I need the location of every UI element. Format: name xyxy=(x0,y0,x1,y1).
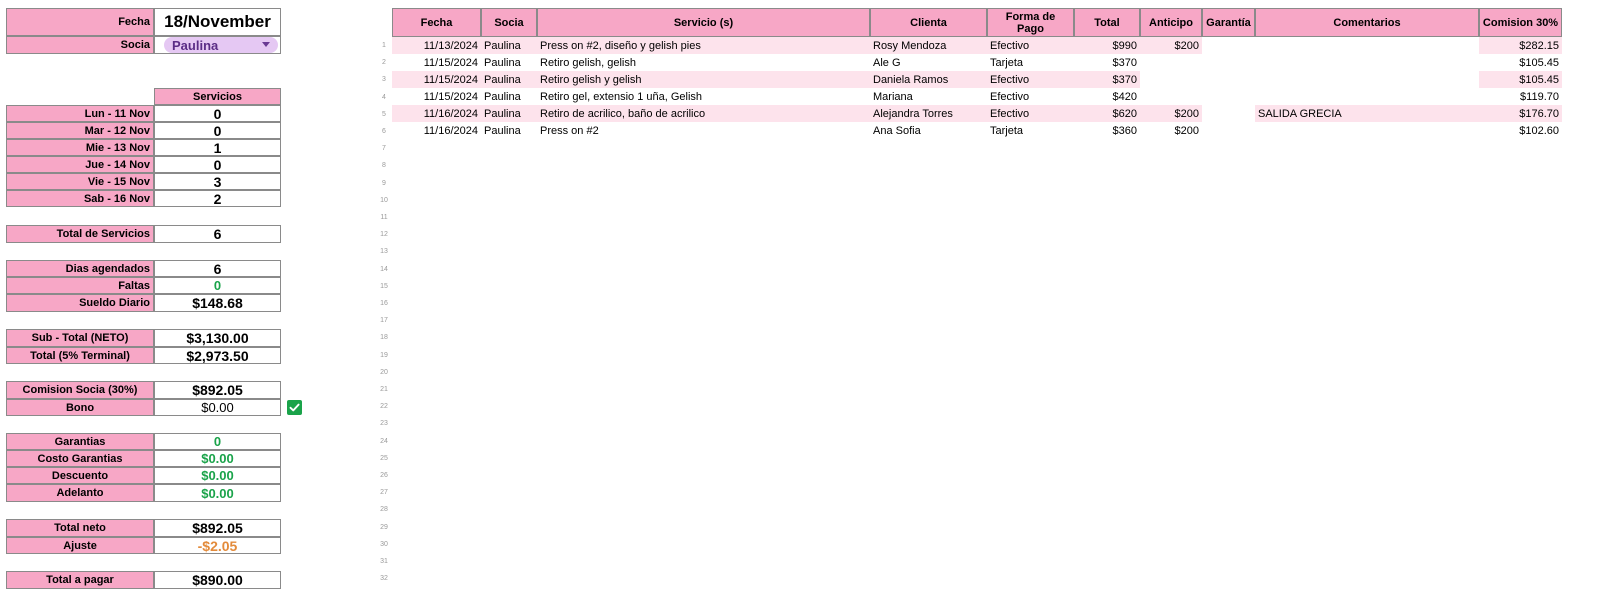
table-row[interactable] xyxy=(392,88,1562,105)
descuento-value[interactable]: $0.00 xyxy=(154,467,281,484)
cell-total[interactable]: $360 xyxy=(1112,124,1137,137)
row-number: 19 xyxy=(380,351,388,359)
sueldo-diario-value[interactable]: $148.68 xyxy=(154,294,281,312)
costo-garantias-label: Costo Garantias xyxy=(6,450,154,467)
row-number: 18 xyxy=(380,334,388,342)
column-header-fecha[interactable]: Fecha xyxy=(392,8,481,37)
checkmark-icon xyxy=(288,401,301,414)
cell-servicio[interactable]: Retiro gel, extensio 1 uña, Gelish xyxy=(540,90,703,103)
cell-pago[interactable]: Tarjeta xyxy=(990,56,1024,69)
cell-total[interactable]: $370 xyxy=(1074,71,1140,88)
column-header-anticipo[interactable]: Anticipo xyxy=(1140,8,1202,37)
row-number: 7 xyxy=(382,145,386,153)
cell-pago[interactable]: Efectivo xyxy=(987,105,1074,122)
ajuste-value[interactable]: -$2.05 xyxy=(154,537,281,554)
row-number: 23 xyxy=(380,420,388,428)
row-number: 25 xyxy=(380,454,388,462)
cell-total[interactable]: $620 xyxy=(1074,105,1140,122)
descuento-label: Descuento xyxy=(6,467,154,484)
day-label: Vie - 15 Nov xyxy=(6,173,154,190)
table-row[interactable] xyxy=(392,54,1562,71)
socia-dropdown[interactable] xyxy=(164,37,278,53)
row-number: 14 xyxy=(380,265,388,273)
cell-fecha[interactable]: 11/13/2024 xyxy=(392,37,481,54)
day-count[interactable]: 2 xyxy=(154,190,281,207)
total-a-pagar-value[interactable]: $890.00 xyxy=(154,571,281,589)
cell-socia[interactable]: Paulina xyxy=(484,90,521,103)
cell-servicio[interactable]: Press on #2 xyxy=(540,124,599,137)
cell-fecha[interactable]: 11/16/2024 xyxy=(392,105,481,122)
day-label: Sab - 16 Nov xyxy=(6,190,154,207)
cell-servicio[interactable]: Retiro gelish y gelish xyxy=(537,71,870,88)
day-count[interactable]: 1 xyxy=(154,139,281,156)
cell-fecha[interactable]: 11/15/2024 xyxy=(392,71,481,88)
cell-total[interactable]: $370 xyxy=(1112,56,1137,69)
cell-servicio[interactable]: Retiro de acrilico, baño de acrilico xyxy=(537,105,870,122)
day-count[interactable]: 3 xyxy=(154,173,281,190)
bono-checkbox[interactable] xyxy=(287,400,302,415)
row-number: 2 xyxy=(382,59,386,67)
garantias-value[interactable]: 0 xyxy=(154,433,281,450)
garantias-label: Garantias xyxy=(6,433,154,450)
total-terminal-label: Total (5% Terminal) xyxy=(6,347,154,364)
row-number: 10 xyxy=(380,196,388,204)
faltas-value[interactable]: 0 xyxy=(154,277,281,294)
row-number: 24 xyxy=(380,437,388,445)
cell-fecha[interactable]: 11/15/2024 xyxy=(423,56,478,69)
table-row[interactable] xyxy=(392,105,1562,122)
table-row[interactable] xyxy=(392,122,1562,139)
cell-socia[interactable]: Paulina xyxy=(481,71,537,88)
comision-socia-label: Comision Socia (30%) xyxy=(6,381,154,399)
day-label: Mar - 12 Nov xyxy=(6,122,154,139)
table-row[interactable] xyxy=(392,37,1562,54)
cell-servicio[interactable]: Press on #2, diseño y gelish pies xyxy=(537,37,870,54)
fecha-value[interactable]: 18/November xyxy=(154,8,281,36)
cell-socia[interactable]: Paulina xyxy=(481,105,537,122)
cell-fecha[interactable]: 11/16/2024 xyxy=(423,124,478,137)
sueldo-diario-label: Sueldo Diario xyxy=(6,294,154,312)
row-number: 4 xyxy=(382,93,386,101)
dias-agendados-value[interactable]: 6 xyxy=(154,260,281,277)
cell-pago[interactable]: Efectivo xyxy=(987,71,1074,88)
cell-socia[interactable]: Paulina xyxy=(481,37,537,54)
dias-agendados-label: Dias agendados xyxy=(6,260,154,277)
day-label: Jue - 14 Nov xyxy=(6,156,154,173)
socia-label: Socia xyxy=(6,36,154,54)
total-terminal-value[interactable]: $2,973.50 xyxy=(154,347,281,364)
column-header-total[interactable]: Total xyxy=(1074,8,1140,37)
cell-comision[interactable]: $119.70 xyxy=(1520,90,1559,103)
subtotal-label: Sub - Total (NETO) xyxy=(6,329,154,347)
ajuste-label: Ajuste xyxy=(6,537,154,554)
day-count[interactable]: 0 xyxy=(154,105,281,122)
adelanto-label: Adelanto xyxy=(6,484,154,502)
cell-servicio[interactable]: Retiro gelish, gelish xyxy=(540,56,636,69)
row-number: 21 xyxy=(380,386,388,393)
cell-clienta[interactable]: Rosy Mendoza xyxy=(870,37,987,54)
cell-clienta[interactable]: Mariana xyxy=(873,90,913,103)
cell-comision[interactable]: $105.45 xyxy=(1519,56,1559,69)
table-row[interactable] xyxy=(392,71,1562,88)
column-header-comision[interactable]: Comision 30% xyxy=(1479,8,1562,37)
cell-pago[interactable]: Tarjeta xyxy=(990,124,1024,137)
day-count[interactable]: 0 xyxy=(154,122,281,139)
row-number: 27 xyxy=(380,489,388,497)
cell-anticipo[interactable]: $200 xyxy=(1140,105,1202,122)
cell-socia[interactable]: Paulina xyxy=(484,56,521,69)
cell-socia[interactable]: Paulina xyxy=(484,124,521,137)
costo-garantias-value[interactable]: $0.00 xyxy=(154,450,281,467)
subtotal-value[interactable]: $3,130.00 xyxy=(154,329,281,347)
row-number: 11 xyxy=(380,214,388,221)
bono-label: Bono xyxy=(6,399,154,416)
row-number: 13 xyxy=(380,248,388,256)
column-header-comentarios[interactable]: Comentarios xyxy=(1255,8,1479,37)
row-number: 8 xyxy=(382,162,386,170)
total-a-pagar-label: Total a pagar xyxy=(6,571,154,589)
column-header-forma-de-pago[interactable]: Forma de Pago xyxy=(987,8,1074,37)
fecha-label: Fecha xyxy=(6,8,154,36)
servicios-header: Servicios xyxy=(154,88,281,105)
cell-total[interactable]: $990 xyxy=(1074,37,1140,54)
row-number: 5 xyxy=(382,110,386,118)
chevron-down-icon xyxy=(262,42,270,47)
column-header-socia[interactable]: Socia xyxy=(481,8,537,37)
total-servicios-label: Total de Servicios xyxy=(6,225,154,243)
day-label: Lun - 11 Nov xyxy=(6,105,154,122)
row-number: 30 xyxy=(380,540,388,548)
comision-socia-value[interactable]: $892.05 xyxy=(154,381,281,399)
row-number: 3 xyxy=(382,76,386,84)
cell-pago[interactable]: Efectivo xyxy=(987,37,1074,54)
cell-pago[interactable]: Efectivo xyxy=(990,90,1030,103)
row-number: 20 xyxy=(380,368,388,376)
total-neto-label: Total neto xyxy=(6,519,154,537)
day-label: Mie - 13 Nov xyxy=(6,139,154,156)
cell-comision[interactable]: $176.70 xyxy=(1479,105,1562,122)
row-number: 17 xyxy=(380,317,388,325)
cell-fecha[interactable]: 11/15/2024 xyxy=(423,90,478,103)
cell-comision[interactable]: $105.45 xyxy=(1479,71,1562,88)
row-number: 1 xyxy=(382,42,386,49)
row-number: 12 xyxy=(380,231,388,239)
cell-clienta[interactable]: Ale G xyxy=(873,56,901,69)
column-header-servicio[interactable]: Servicio (s) xyxy=(537,8,870,37)
total-neto-value[interactable]: $892.05 xyxy=(154,519,281,537)
cell-comision[interactable]: $282.15 xyxy=(1479,37,1562,54)
row-number: 29 xyxy=(380,523,388,531)
column-header-garantia[interactable]: Garantía xyxy=(1202,8,1255,37)
row-number: 22 xyxy=(380,403,388,411)
cell-clienta[interactable]: Alejandra Torres xyxy=(870,105,987,122)
cell-comision[interactable]: $102.60 xyxy=(1519,124,1559,137)
cell-total[interactable]: $420 xyxy=(1112,90,1137,103)
cell-clienta[interactable]: Ana Sofia xyxy=(873,124,921,137)
column-header-clienta[interactable]: Clienta xyxy=(870,8,987,37)
row-number: 16 xyxy=(380,300,388,307)
row-number: 9 xyxy=(382,179,386,187)
row-number: 6 xyxy=(382,128,386,135)
cell-comentarios[interactable]: SALIDA GRECIA xyxy=(1255,105,1479,122)
cell-clienta[interactable]: Daniela Ramos xyxy=(870,71,987,88)
adelanto-value[interactable]: $0.00 xyxy=(154,484,281,502)
total-servicios-value[interactable]: 6 xyxy=(154,225,281,243)
row-number: 26 xyxy=(380,472,388,479)
row-number: 15 xyxy=(380,282,388,290)
cell-anticipo[interactable]: $200 xyxy=(1140,37,1202,54)
row-number: 31 xyxy=(380,558,388,565)
row-number: 28 xyxy=(380,506,388,514)
day-count[interactable]: 0 xyxy=(154,156,281,173)
bono-value[interactable]: $0.00 xyxy=(154,399,281,416)
faltas-label: Faltas xyxy=(6,277,154,294)
cell-anticipo[interactable]: $200 xyxy=(1174,124,1199,137)
row-number: 32 xyxy=(380,575,388,583)
socia-dropdown-value: Paulina xyxy=(172,37,219,53)
